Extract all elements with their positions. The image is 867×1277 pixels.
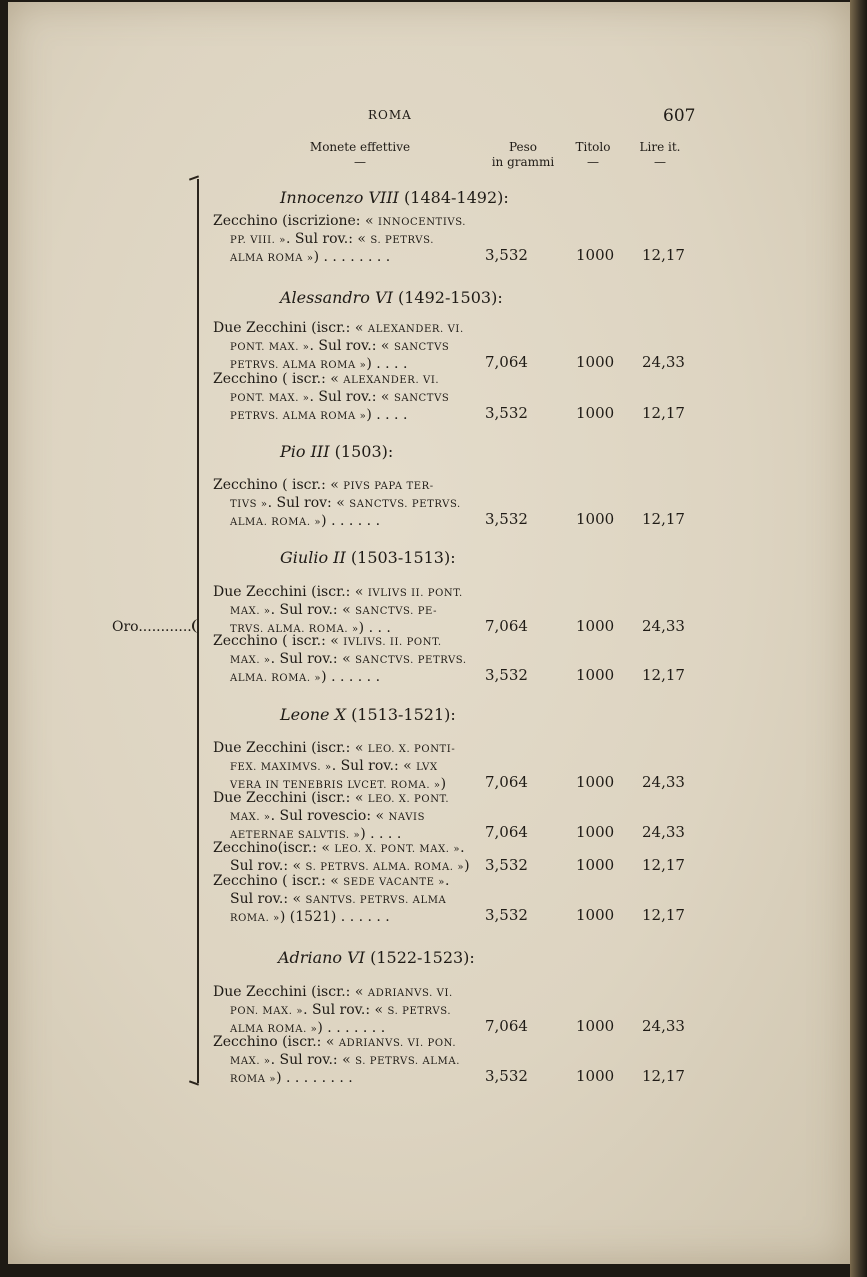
description-text: ) [464,858,470,874]
description-text: Zecchino ( iscr.: « [213,633,344,649]
peso-value: 3,532 [485,404,528,422]
peso-value: 3,532 [485,1067,528,1085]
coin-description [213,984,468,1038]
lire-value: 12,17 [642,856,685,874]
coin-description-line [213,840,468,858]
peso-value: 3,532 [485,510,528,528]
pope-name: Pio III [280,442,335,461]
inscription-text: VERA IN TENEBRIS LVCET. ROMA. » [230,780,441,791]
description-text: . Sul rov.: « [303,1002,388,1018]
description-text: ) . . . . . . [321,669,381,685]
lire-value: 12,17 [642,906,685,924]
coin-description-line [213,1070,468,1088]
peso-value: 7,064 [485,773,528,791]
titolo-value: 1000 [576,1067,615,1085]
reign-years: (1503-1513): [350,548,456,567]
peso-value: 3,532 [485,906,528,924]
description-text: Due Zecchini (iscr.: « [213,740,368,756]
description-text: Zecchino ( iscr.: « [213,371,344,387]
coin-description-line [213,669,468,687]
description-text: ) [440,776,447,792]
inscription-text: PETRVS. ALMA ROMA » [230,360,367,371]
description-text: . Sul rov.: « [270,1052,356,1068]
reign-heading [280,288,503,307]
inscription-text: ALMA ROMA » [230,253,314,264]
description-text: Due Zecchini (iscr.: « [213,584,368,600]
inscription-text: IVLIVS II. PONT. [367,588,463,599]
coin-description-line [213,389,468,407]
reign-years: (1513-1521): [351,705,456,724]
column-header-lire-dash: — [654,155,666,169]
coin-description [213,320,468,374]
coin-description-line [213,602,468,620]
column-header-lire-title: Lire it. [639,140,681,154]
titolo-value: 1000 [576,773,615,791]
inscription-text: INNOCENTIVS. [378,217,467,228]
lire-value: 12,17 [642,1067,685,1085]
reign-years: (1522-1523): [370,948,475,967]
description-text: . Sul rov.: « [285,231,371,247]
pope-name: Adriano VI [278,948,371,967]
inscription-text: SANCTVS [393,393,450,404]
inscription-text: AETERNAE SALVTIS. » [230,830,361,841]
pope-name: Leone X [280,705,352,724]
coin-description-line [213,477,468,495]
titolo-value: 1000 [576,1017,615,1035]
inscription-text: SANCTVS [393,342,450,353]
description-text: ) . . . [358,620,391,636]
coin-description-line [213,790,468,808]
description-text: ) . . . . [360,826,402,842]
peso-value: 7,064 [485,353,528,371]
inscription-text: IVLIVS. II. PONT. [343,637,442,648]
inscription-text: TRVS. ALMA. ROMA. » [230,624,359,635]
titolo-value: 1000 [576,404,615,422]
inscription-text: MAX. » [230,812,271,823]
inscription-text: PONT. MAX. » [230,393,310,404]
column-header-coins-dash: — [354,155,366,169]
lire-value: 12,17 [642,404,685,422]
inscription-text: PIVS PAPA TER- [343,481,434,492]
coin-description [213,584,468,638]
peso-value: 7,064 [485,823,528,841]
description-text: Due Zecchini (iscr.: « [213,320,368,336]
lire-value: 12,17 [642,510,685,528]
titolo-value: 1000 [576,666,615,684]
titolo-value: 1000 [576,823,615,841]
description-text: ) . . . . [366,407,408,423]
inscription-text: FEX. MAXIMVS. » [230,762,332,773]
coin-description-line [213,213,468,231]
inscription-text: ALMA. ROMA. » [230,673,322,684]
inscription-text: MAX. » [230,655,271,666]
reign-heading [278,948,475,967]
titolo-value: 1000 [576,856,615,874]
peso-value: 7,064 [485,617,528,635]
inscription-text: ALEXANDER. VI. [343,375,440,386]
coin-description [213,371,468,425]
coin-description [213,873,468,927]
description-text: . Sul rov.: « [309,338,394,354]
coin-description-line [213,1034,468,1052]
column-header-peso [485,140,561,170]
coin-description [213,213,468,267]
inscription-text: LEO. X. PONT. MAX. » [334,844,461,855]
coin-description-line [213,249,468,267]
description-text: . Sul rovescio: « [270,808,389,824]
coin-description-line [213,495,468,513]
lire-value: 24,33 [642,773,685,791]
inscription-text: SANTVS. PETRVS. ALMA [305,895,447,906]
inscription-text: PONT. MAX. » [230,342,310,353]
titolo-value: 1000 [576,353,615,371]
inscription-text: LEO. X. PONT. [367,794,450,805]
coin-description-line [213,808,468,826]
inscription-text: ADRIANVS. VI. [367,988,453,999]
column-header-coins [290,140,430,170]
inscription-text: S. PETRVS. [387,1006,452,1017]
description-text: . [445,873,450,889]
inscription-text: S. PETRVS. [370,235,434,246]
lire-value: 12,17 [642,246,685,264]
reign-heading [280,442,393,461]
brace-point [192,619,202,633]
coin-description-line [213,584,468,602]
inscription-text: MAX. » [230,1056,271,1067]
reign-heading [280,705,456,724]
inscription-text: S. PETRVS. ALMA. [355,1056,460,1067]
description-text: Sul rov.: « [230,891,306,907]
inscription-text: SANCTVS. PETRVS. [355,655,467,666]
inscription-text: ALMA. ROMA. » [230,517,322,528]
book-page [8,2,850,1264]
coin-description [213,1034,468,1088]
description-text: . [460,840,465,856]
metal-label: Oro............ [112,619,192,635]
peso-value: 3,532 [485,856,528,874]
coin-description-line [213,231,468,249]
coin-description [213,633,468,687]
coin-description-line [213,909,468,927]
inscription-text: PON. MAX. » [230,1006,304,1017]
description-text: . Sul rov.: « [309,389,394,405]
peso-value: 3,532 [485,246,528,264]
column-header-coins-title: Monete effettive [309,140,411,154]
description-text: ) . . . . . . [321,513,381,529]
coin-description-line [213,891,468,909]
lire-value: 24,33 [642,617,685,635]
pope-name: Alessandro VI [280,288,398,307]
coin-description-line [213,758,468,776]
pope-name: Giulio II [280,548,351,567]
book-spine [850,0,867,1277]
description-text: Zecchino (iscr.: « [213,1034,339,1050]
reign-heading [280,548,456,567]
description-text: Zecchino ( iscr.: « [213,477,344,493]
column-header-titolo-dash: — [587,155,599,169]
inscription-text: S. PETRVS. ALMA. ROMA. » [305,862,465,873]
inscription-text: ROMA. » [230,913,280,924]
description-text: ) (1521) . . . . . . [279,909,390,925]
reign-years: (1492-1503): [397,288,503,307]
coin-description-line [213,407,468,425]
inscription-text: SEDE VACANTE » [343,877,445,888]
description-text: ) . . . . . . . [317,1020,386,1036]
coin-description-line [213,1002,468,1020]
inscription-text: PP. VIII. » [230,235,286,246]
description-text: Zecchino ( iscr.: « [213,873,344,889]
reign-years: (1484-1492): [404,188,509,207]
column-header-titolo-title: Titolo [575,140,611,154]
coin-description-line [213,873,468,891]
description-text: Zecchino(iscr.: « [213,840,335,856]
inscription-text: LVX [416,762,438,773]
inscription-text: ALMA ROMA. » [230,1024,318,1035]
description-text: . Sul rov.: « [331,758,417,774]
column-header-titolo [568,140,618,170]
pope-name: Innocenzo VIII [280,188,405,207]
titolo-value: 1000 [576,617,615,635]
coin-description-line [213,633,468,651]
coin-description [213,477,468,531]
coin-description-line [213,984,468,1002]
coin-description [213,740,468,794]
column-header-peso-title2: in grammi [491,155,555,169]
description-text: . Sul rov.: « [270,602,356,618]
titolo-value: 1000 [576,510,615,528]
description-text: ) . . . . . . . . [276,1070,353,1086]
inscription-text: MAX. » [230,606,271,617]
description-text: . Sul rov: « [267,495,350,511]
inscription-text: PETRVS. ALMA ROMA » [230,411,367,422]
reign-years: (1503): [334,442,394,461]
description-text: . Sul rov.: « [270,651,356,667]
description-text: ) . . . . [366,356,408,372]
column-header-peso-title1: Peso [508,140,538,154]
inscription-text: TIVS » [230,499,268,510]
inscription-text: LEO. X. PONTI- [367,744,456,755]
coin-description-line [213,651,468,669]
coin-description-line [213,338,468,356]
coin-description-line [213,1052,468,1070]
description-text: Due Zecchini (iscr.: « [213,984,368,1000]
running-head: ROMA [368,108,412,122]
description-text: Sul rov.: « [230,858,306,874]
inscription-text: NAVIS [388,812,426,823]
inscription-text: ROMA » [230,1074,277,1085]
titolo-value: 1000 [576,906,615,924]
titolo-value: 1000 [576,246,615,264]
coin-description [213,790,468,844]
coin-description-line [213,513,468,531]
lire-value: 24,33 [642,1017,685,1035]
reign-heading [280,188,509,207]
coin-description [213,840,468,876]
peso-value: 3,532 [485,666,528,684]
coin-description-line [213,320,468,338]
coin-description-line [213,371,468,389]
inscription-text: ALEXANDER. VI. [367,324,464,335]
peso-value: 7,064 [485,1017,528,1035]
inscription-text: SANCTVS. PETRVS. [349,499,461,510]
page-number: 607 [663,106,696,126]
coin-description-line [213,740,468,758]
inscription-text: SANCTVS. PE- [355,606,438,617]
column-header-lire [630,140,690,170]
lire-value: 12,17 [642,666,685,684]
inscription-text: ADRIANVS. VI. PON. [338,1038,457,1049]
description-text: Due Zecchini (iscr.: « [213,790,368,806]
description-text: ) . . . . . . . . [313,249,391,265]
description-text: Zecchino (iscrizione: « [213,213,378,229]
lire-value: 24,33 [642,353,685,371]
lire-value: 24,33 [642,823,685,841]
